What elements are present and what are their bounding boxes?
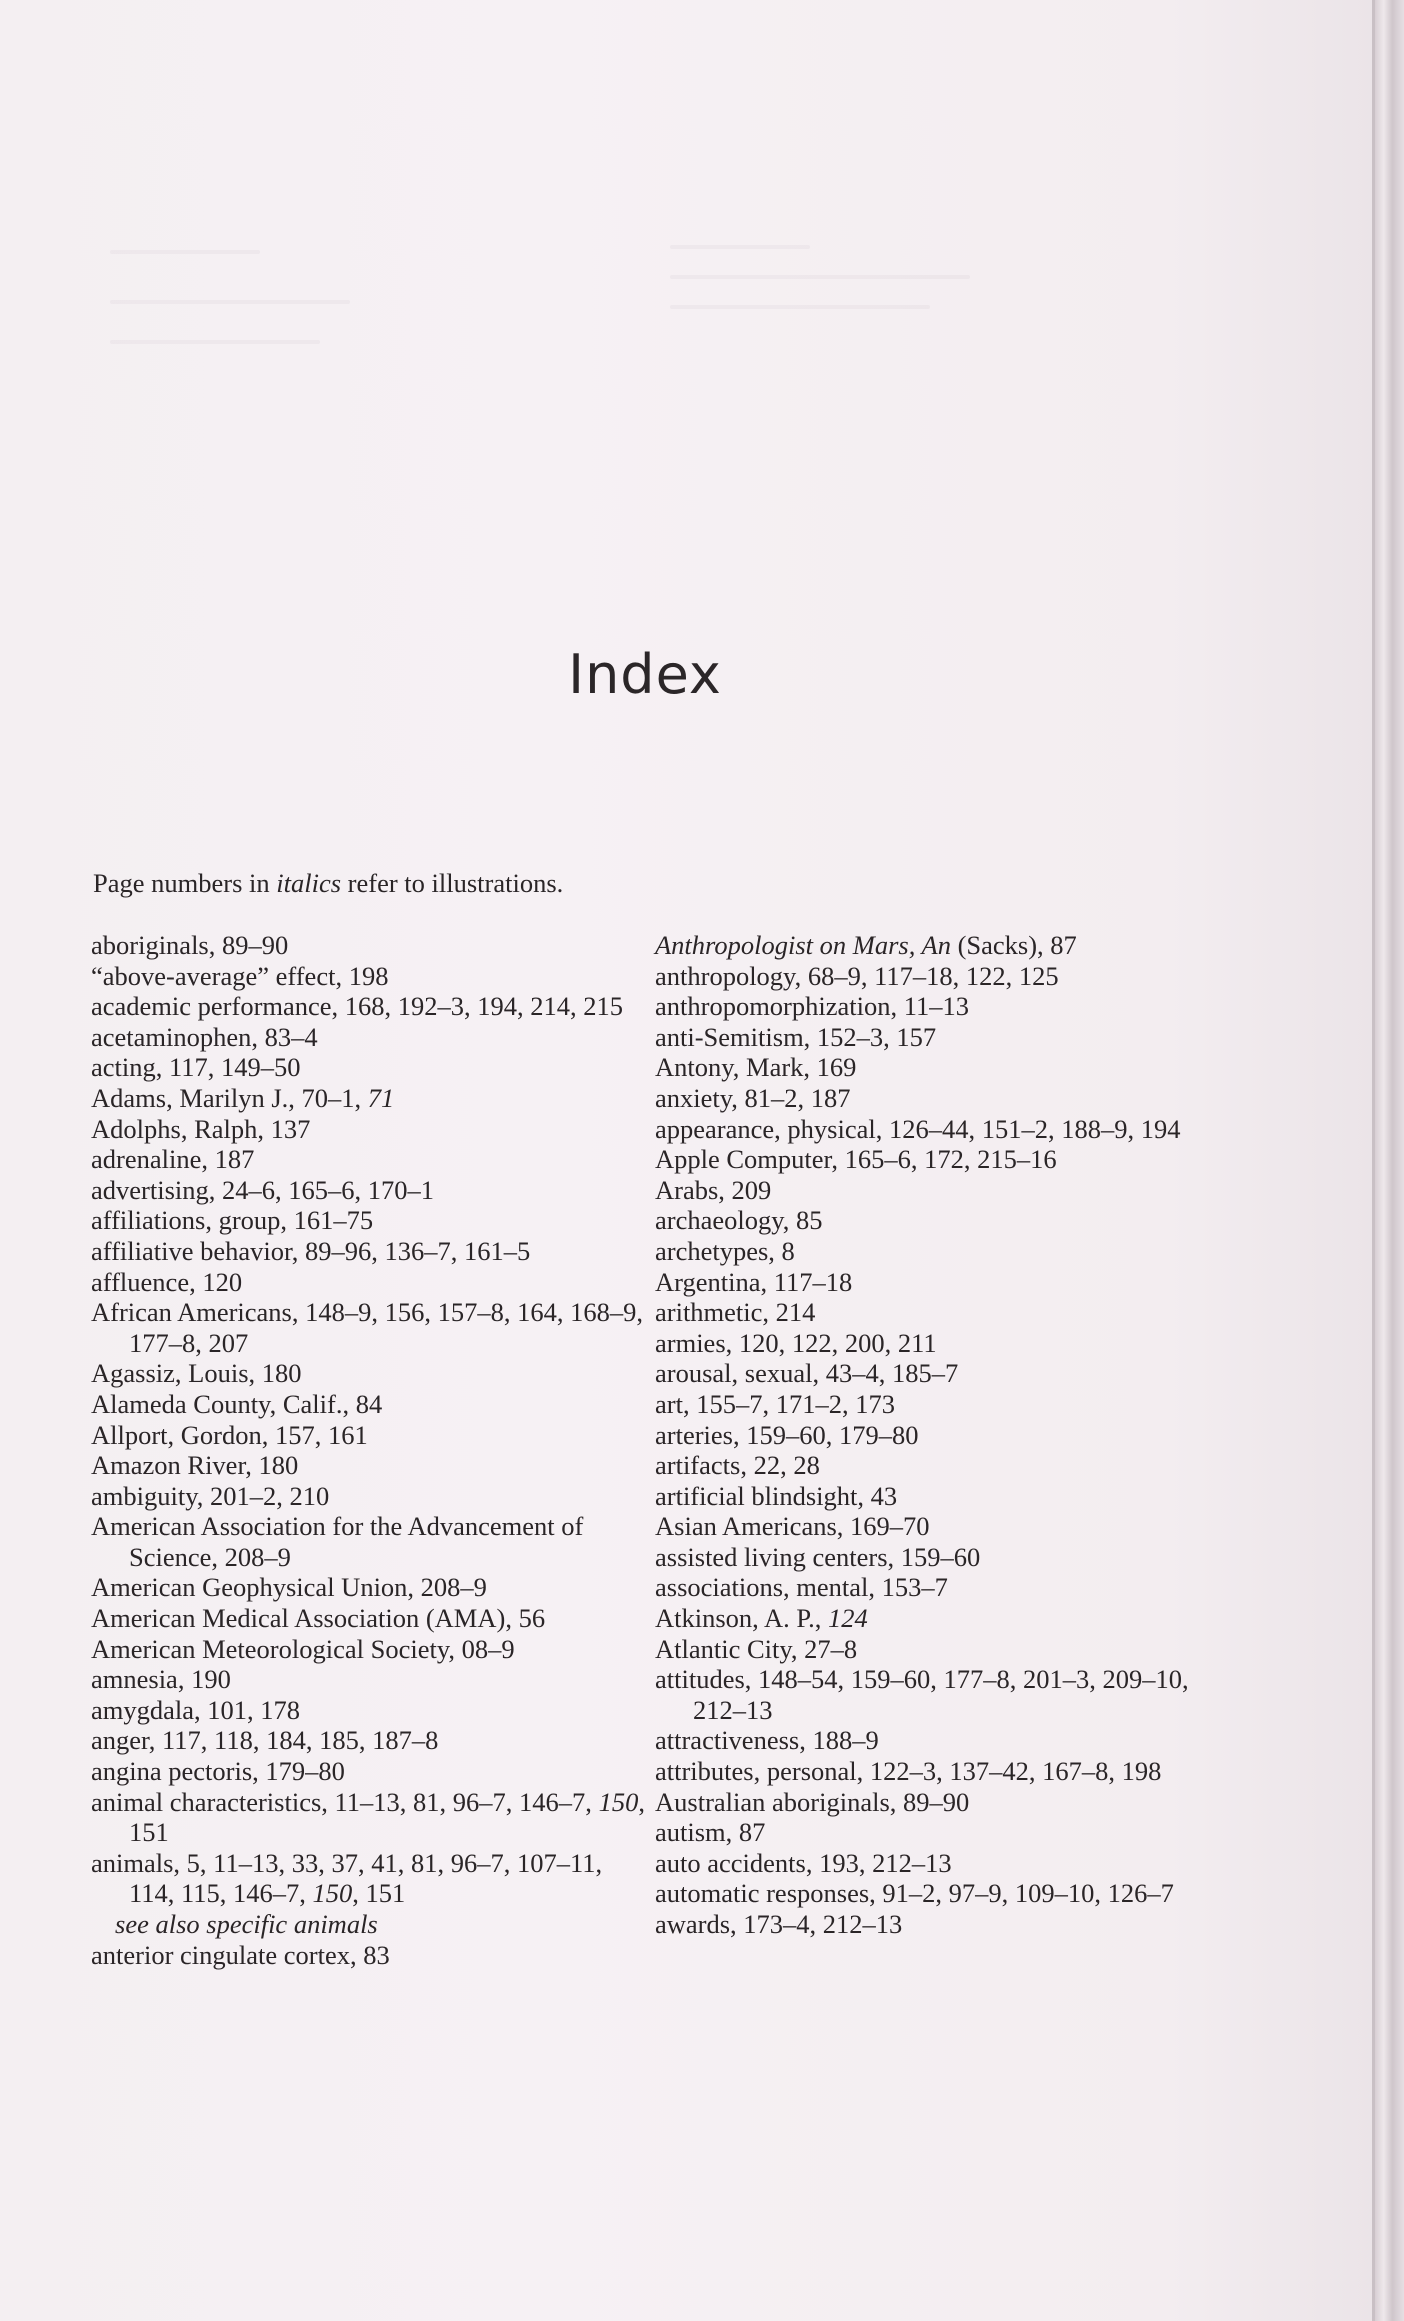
entry-text: Alameda County, Calif., 84 [91, 1388, 383, 1419]
index-entry [91, 1205, 651, 1236]
index-entry [655, 1083, 1215, 1114]
index-entry [91, 1572, 651, 1603]
index-entry [655, 1236, 1215, 1267]
index-entry [91, 1481, 651, 1512]
index-entry [655, 1114, 1215, 1145]
entry-illustration-page: 150 [598, 1786, 639, 1817]
entry-text: arithmetic, 214 [655, 1297, 816, 1328]
index-entry [91, 1420, 651, 1451]
index-entry [655, 1328, 1215, 1359]
index-entry [91, 1358, 651, 1389]
index-entry [655, 1603, 1215, 1634]
entry-text: advertising, 24–6, 165–6, 170–1 [91, 1174, 434, 1205]
entry-text: anti-Semitism, 152–3, 157 [655, 1021, 937, 1052]
index-entry [655, 1542, 1215, 1573]
index-entry [91, 1022, 651, 1053]
entry-text: Argentina, 117–18 [655, 1266, 853, 1297]
entry-text: American Meteorological Society, 08–9 [91, 1633, 515, 1664]
index-entry [655, 1267, 1215, 1298]
entry-text: American Medical Association (AMA), 56 [91, 1603, 546, 1634]
entry-text: auto accidents, 193, 212–13 [655, 1847, 952, 1878]
index-entry [655, 1878, 1215, 1909]
index-entry [655, 1450, 1215, 1481]
entry-text: autism, 87 [655, 1817, 766, 1848]
entry-text: animal characteristics, 11–13, 81, 96–7, 146–7, [91, 1786, 599, 1817]
index-entry [655, 1144, 1215, 1175]
index-entry [655, 1481, 1215, 1512]
index-entry [91, 1114, 651, 1145]
entry-text: Atlantic City, 27–8 [655, 1633, 858, 1664]
index-entry [91, 1511, 651, 1572]
index-column-left [91, 930, 651, 1970]
index-entry [655, 1420, 1215, 1451]
index-entry [655, 1205, 1215, 1236]
index-entry [91, 1144, 651, 1175]
index-entry [655, 1572, 1215, 1603]
entry-illustration-page: 71 [367, 1082, 395, 1113]
entry-text: affiliative behavior, 89–96, 136–7, 161–5 [91, 1235, 531, 1266]
index-entry [91, 1236, 651, 1267]
index-cross-reference [91, 1909, 651, 1940]
index-entry [655, 1175, 1215, 1206]
entry-text: Adolphs, Ralph, 137 [91, 1113, 311, 1144]
note-suffix: refer to illustrations. [341, 868, 564, 898]
index-entry [655, 1664, 1215, 1725]
entry-text: African Americans, 148–9, 156, 157–8, 164, 168–9, 177–8, 207 [91, 1297, 643, 1358]
index-entry [655, 961, 1215, 992]
entry-text: assisted living centers, 159–60 [655, 1541, 981, 1572]
index-entry [91, 1267, 651, 1298]
entry-text-tail: , 151 [129, 1786, 645, 1848]
index-entry [91, 1787, 651, 1848]
entry-text: animals, 5, 11–13, 33, 37, 41, 81, 96–7, 107–11, 114, 115, 146–7, [91, 1847, 603, 1909]
index-entry [91, 1756, 651, 1787]
entry-text: Agassiz, Louis, 180 [91, 1358, 302, 1389]
index-entry [91, 1664, 651, 1695]
index-entry [91, 1695, 651, 1726]
page-edge [1375, 0, 1404, 2321]
entry-text: (Sacks), 87 [950, 930, 1077, 960]
index-entry [91, 1083, 651, 1114]
index-entry [655, 1022, 1215, 1053]
index-entry [91, 1297, 651, 1358]
entry-text: ambiguity, 201–2, 210 [91, 1480, 330, 1511]
entry-text: arousal, sexual, 43–4, 185–7 [655, 1358, 959, 1389]
entry-text: Australian aboriginals, 89–90 [655, 1786, 970, 1817]
entry-text: attitudes, 148–54, 159–60, 177–8, 201–3, 209–10, 212–13 [655, 1664, 1189, 1725]
index-column-right [655, 930, 1215, 1940]
entry-text: acetaminophen, 83–4 [91, 1021, 318, 1052]
entry-illustration-page: 124 [828, 1603, 868, 1634]
index-entry [655, 1358, 1215, 1389]
entry-text: anthropology, 68–9, 117–18, 122, 125 [655, 960, 1059, 991]
entry-text: anxiety, 81–2, 187 [655, 1082, 851, 1113]
index-entry [655, 1848, 1215, 1879]
entry-text: affluence, 120 [91, 1266, 243, 1297]
index-entry [655, 1756, 1215, 1787]
entry-text: archaeology, 85 [655, 1205, 823, 1236]
index-entry [655, 1052, 1215, 1083]
entry-text: awards, 173–4, 212–13 [655, 1909, 903, 1939]
entry-text: Adams, Marilyn J., 70–1, [91, 1082, 368, 1113]
entry-text: Antony, Mark, 169 [655, 1052, 857, 1083]
entry-text: see also specific animals [115, 1909, 378, 1939]
entry-text: acting, 117, 149–50 [91, 1052, 301, 1083]
entry-text: anger, 117, 118, 184, 185, 187–8 [91, 1725, 439, 1756]
entry-text: aboriginals, 89–90 [91, 930, 289, 960]
index-entry [91, 1725, 651, 1756]
entry-text: arteries, 159–60, 179–80 [655, 1419, 919, 1450]
index-entry [91, 1940, 651, 1971]
entry-text: Allport, Gordon, 157, 161 [91, 1419, 368, 1450]
entry-text: appearance, physical, 126–44, 151–2, 188–9, 194 [655, 1113, 1181, 1144]
index-entry [91, 1052, 651, 1083]
index-entry [91, 961, 651, 992]
index-entry [655, 1909, 1215, 1940]
index-entry [655, 1817, 1215, 1848]
entry-text: armies, 120, 122, 200, 211 [655, 1327, 937, 1358]
entry-italic-title: Anthropologist on Mars, An [655, 930, 951, 960]
entry-text: “above-average” effect, 198 [91, 960, 389, 991]
index-entry [91, 1634, 651, 1665]
entry-text-tail: , 151 [352, 1878, 406, 1909]
index-entry [91, 1450, 651, 1481]
index-entry [655, 1725, 1215, 1756]
index-entry [91, 1603, 651, 1634]
index-entry [655, 1787, 1215, 1818]
entry-illustration-page: 150 [312, 1878, 353, 1909]
entry-text: artificial blindsight, 43 [655, 1480, 898, 1511]
entry-text: attractiveness, 188–9 [655, 1725, 879, 1756]
index-entry [91, 930, 651, 961]
entry-text: associations, mental, 153–7 [655, 1572, 948, 1603]
entry-text: angina pectoris, 179–80 [91, 1756, 345, 1787]
index-entry [655, 1297, 1215, 1328]
entry-text: anthropomorphization, 11–13 [655, 991, 970, 1022]
entry-text: anterior cingulate cortex, 83 [91, 1939, 390, 1970]
index-entry [91, 1175, 651, 1206]
entry-text: Asian Americans, 169–70 [655, 1511, 930, 1542]
entry-text: attributes, personal, 122–3, 137–42, 167–8, 198 [655, 1756, 1162, 1787]
entry-text: affiliations, group, 161–75 [91, 1205, 374, 1236]
entry-text: amygdala, 101, 178 [91, 1694, 301, 1725]
index-entry [655, 1511, 1215, 1542]
index-note [93, 868, 563, 899]
entry-text: American Association for the Advancement of Science, 208–9 [91, 1511, 584, 1572]
entry-text: automatic responses, 91–2, 97–9, 109–10, 126–7 [655, 1878, 1174, 1909]
entry-text: adrenaline, 187 [91, 1144, 255, 1175]
index-entry [655, 1389, 1215, 1420]
index-entry [91, 1389, 651, 1420]
entry-text: Apple Computer, 165–6, 172, 215–16 [655, 1144, 1057, 1175]
index-entry [91, 1848, 651, 1909]
note-prefix: Page numbers in [93, 868, 277, 898]
entry-text: archetypes, 8 [655, 1235, 795, 1266]
entry-text: artifacts, 22, 28 [655, 1450, 820, 1481]
entry-text: Arabs, 209 [655, 1174, 772, 1205]
entry-text: Amazon River, 180 [91, 1450, 299, 1481]
index-entry [91, 991, 651, 1022]
page-title: Index [568, 643, 722, 707]
index-entry [655, 1634, 1215, 1665]
note-italic-word: italics [276, 868, 342, 898]
entry-text: Atkinson, A. P., [655, 1603, 829, 1634]
index-entry [655, 991, 1215, 1022]
entry-text: American Geophysical Union, 208–9 [91, 1572, 487, 1603]
entry-text: amnesia, 190 [91, 1664, 231, 1695]
index-entry [655, 930, 1215, 961]
entry-text: art, 155–7, 171–2, 173 [655, 1388, 895, 1419]
entry-text: academic performance, 168, 192–3, 194, 214, 215 [91, 991, 624, 1022]
